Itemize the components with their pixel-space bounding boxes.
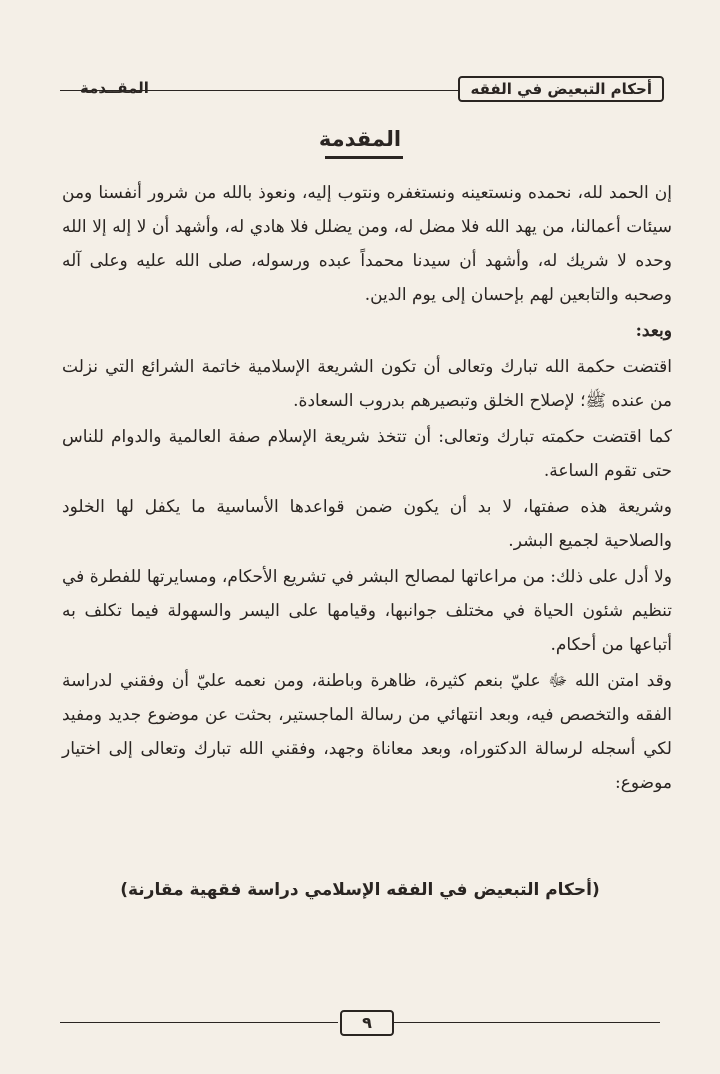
page-title: المقدمة <box>318 127 402 151</box>
footer-rule-left <box>60 1022 338 1023</box>
paragraph-evidence: ولا أدل على ذلك: من مراعاتها لمصالح البشر في تشريع الأحكام، ومسايرتها للفطرة في تنظيم شئون الحياة في مختلف جوانبها، وقيامها على اليسر والسهولة فيما تكلف به أتباعها من أحكام. <box>62 567 672 655</box>
paragraph-sharia: وشريعة هذه صفتها، لا بد أن يكون ضمن قواعدها الأساسية ما يكفل لها الخلود والصلاحية لجميع البشر. <box>62 497 672 551</box>
body-text <box>62 176 672 800</box>
page-number: ٩ <box>340 1010 394 1036</box>
paragraph-opening: إن الحمد لله، نحمده ونستعينه ونستغفره ونتوب إليه، ونعوذ بالله من شرور أنفسنا ومن سيئات أعمالنا، من يهد الله فلا مضل له، ومن يضلل فلا هادي له، وأشهد أن لا إله إلا الله وحده لا شريك له، وأشهد أن سيدنا محمداً عبده ورسوله، صلى الله عليه وعلى آله وصحبه والتابعين لهم بإحسان إلى يوم الدين. <box>62 183 672 305</box>
book-title-box: أحكام التبعيض في الفقه <box>458 76 664 102</box>
title-underline <box>325 156 403 159</box>
research-title: (أحكام التبعيض في الفقه الإسلامي دراسة فقهية مقارنة) <box>120 880 600 900</box>
paragraph-gratitude: وقد امتن الله ﷻ عليّ بنعم كثيرة، ظاهرة وباطنة، ومن نعمه عليّ أن وفقني لدراسة الفقه والتخصص فيه، وبعد انتهائي من رسالة الماجستير، بحثت عن موضوع جديد ومفيد لكي أسجله لرسالة الدكتوراه، وبعد معاناة وجهد، وفقني الله تبارك وتعالى إلى اختيار موضوع: <box>62 671 672 793</box>
footer-rule-right <box>392 1022 660 1023</box>
page-header <box>60 76 664 104</box>
paragraph-universality: كما اقتضت حكمته تبارك وتعالى: أن تتخذ شريعة الإسلام صفة العالمية والدوام للناس حتى تقوم الساعة. <box>62 427 672 481</box>
paragraph-wa-baad: وبعد: <box>635 321 672 341</box>
section-running-head: المقــدمة <box>80 79 149 97</box>
paragraph-wisdom: اقتضت حكمة الله تبارك وتعالى أن تكون الشريعة الإسلامية خاتمة الشرائع التي نزلت من عنده ﷺ؛ لإصلاح الخلق وتبصيرهم بدروب السعادة. <box>62 357 672 411</box>
